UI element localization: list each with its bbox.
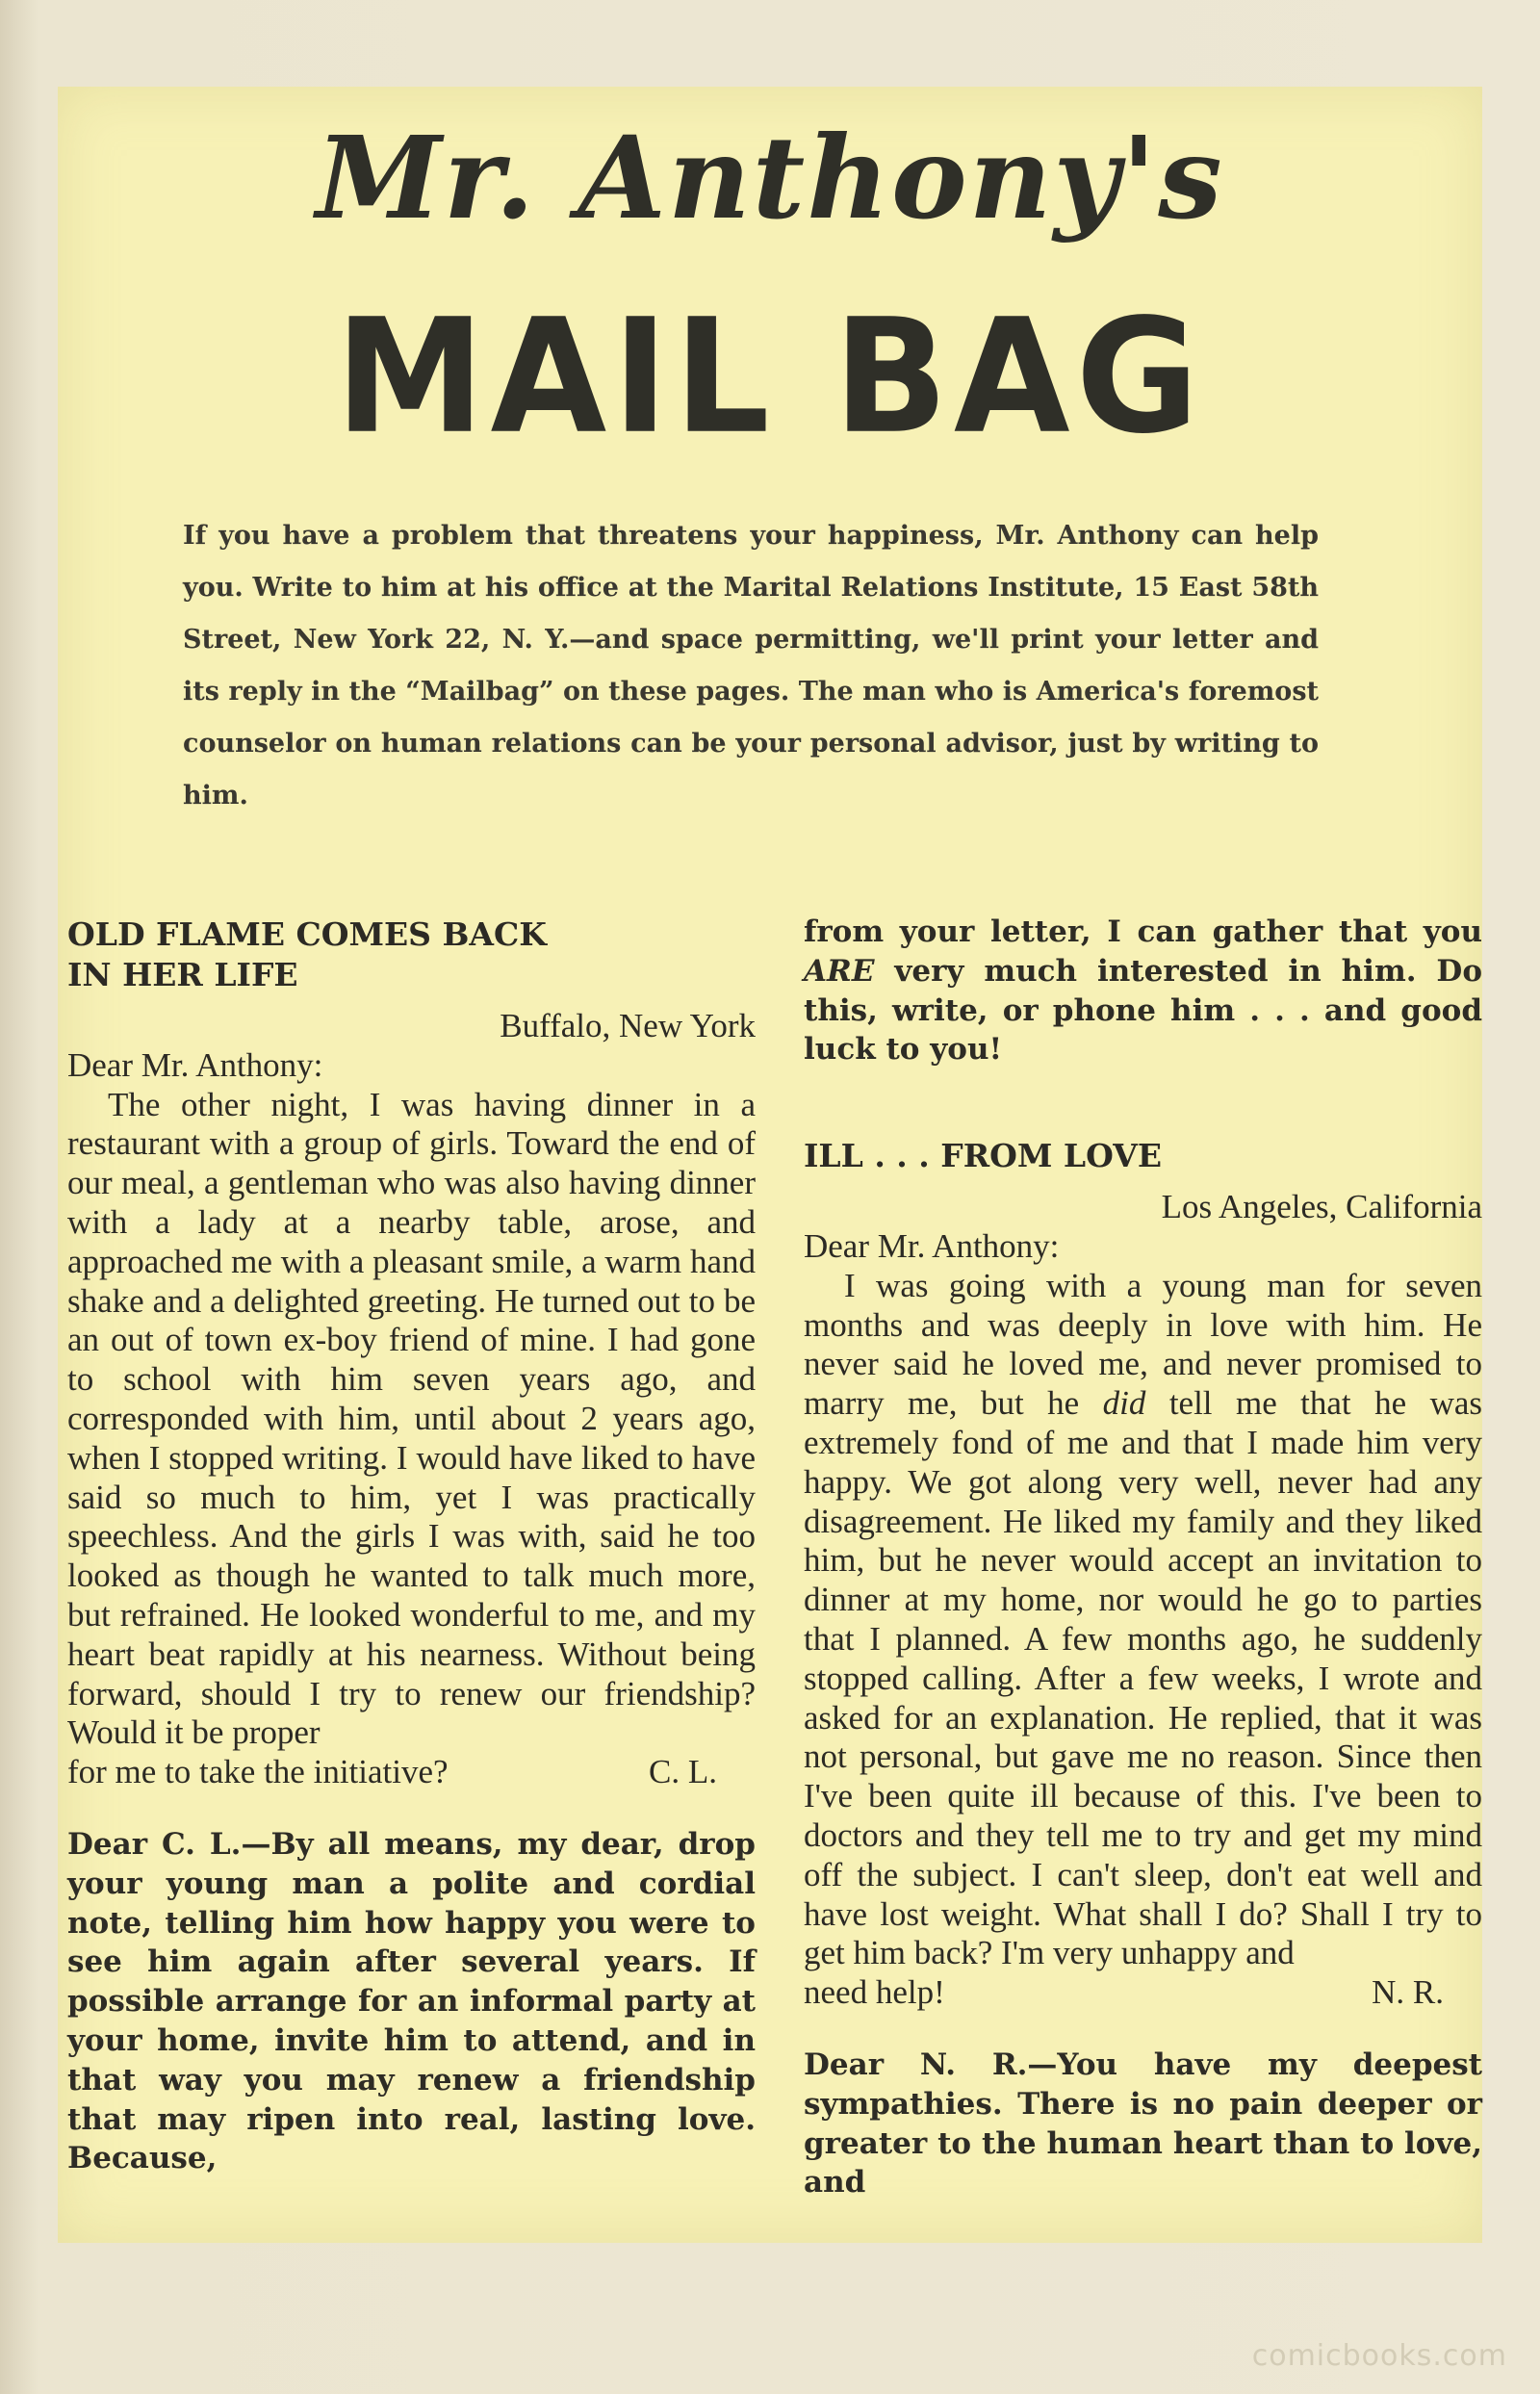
letter2-body-emph: did — [1102, 1384, 1146, 1423]
right-column — [804, 913, 1482, 2232]
letter1-signoff — [67, 1753, 756, 1792]
letter1-heading-line2: IN HER LIFE — [67, 956, 298, 993]
letter2-body-post: tell me that he was extremely fond of me and that I made him very happy. We got along very well, never had any disagreement. He liked my family and they liked him, but he never would accept an invitation to dinner at my home, nor would he go to parties that I planned. A few months ago, he suddenly stopped calling. After a few weeks, I wrote and asked for an explanation. He replied, that it was not personal, but gave me no reason. Since then I've been quite ill because of this. I've been to doctors and they tell me to try and get my mind off the subject. I can't sleep, don't eat well and have lost weight. What shall I do? Shall I try to get him back? I'm very unhappy and — [804, 1384, 1483, 1972]
letter2-reply: Dear N. R.—You have my deepest sympathies. There is no pain deeper or greater to the human heart than to love, and — [804, 2046, 1482, 2201]
letter2-last-line: need help! — [804, 1973, 945, 2012]
letter1-heading-line1: OLD FLAME COMES BACK — [67, 915, 547, 953]
letter1-heading — [67, 914, 756, 995]
letter2-signoff — [804, 1973, 1482, 2013]
letter1-cont-emph: ARE — [804, 953, 875, 989]
letter1-body: The other night, I was having dinner in a restaurant with a group of girls. Toward the end of our meal, a gentleman who was also having dinner with a lady at a nearby table, arose, and approached me with a pleasant smile, a warm hand shake and a delighted greeting. He turned out to be an out of town ex-boy friend of mine. I had gone to school with him seven years ago, and corresponded with him, until about 2 years ago, when I stopped writing. I would have liked to have said so much to him, yet I was practically speechless. And the girls I was with, said he too looked as though he wanted to talk much more, but refrained. He looked wonderful to me, and my heart beat rapidly at his nearness. Without being forward, should I try to renew our friendship? Would it be proper — [67, 1085, 756, 1752]
letter2-heading: ILL . . . FROM LOVE — [804, 1137, 1163, 1175]
watermark: comicbooks.com — [1251, 2339, 1507, 2373]
letter2-signature: N. R. — [1372, 1973, 1444, 2012]
letter1-last-line: for me to take the initiative? — [67, 1753, 449, 1791]
letter2-body-pre: I was going with a young man for seven months and was deeply in love with him. He never said he loved me, and never promised to marry me, but he — [804, 1266, 1482, 1423]
letter2-body — [804, 1267, 1482, 1973]
letter1-reply: Dear C. L.—By all means, my dear, drop your young man a polite and cordial note, telling him how happy you were to see him again after several years. If possible arrange for an informal party at your home, invite him to attend, and in that way you may renew a friendship that may ripen into real, lasting love. Because, — [67, 1826, 756, 2176]
left-column — [67, 914, 756, 2208]
letter1-salutation: Dear Mr. Anthony: — [67, 1045, 323, 1084]
letter1-cont-pre: from your letter, I can gather that you — [804, 914, 1482, 949]
intro-paragraph: If you have a problem that threatens your happiness, Mr. Anthony can help you. Write to him at his office at the Marital Relations Institute, 15 East 58th Street, New York 22, N. Y.—and space permitting, we'll print your letter and its reply in the “Mailbag” on these pages. The man who is America's foremost counselor on human relations can be your personal advisor, just by writing to him. — [183, 521, 1319, 811]
spacer — [804, 1099, 1482, 1136]
letter2-location: Los Angeles, California — [1161, 1188, 1482, 1226]
main-title: MAIL BAG — [335, 284, 1205, 469]
letter1-reply-continued — [804, 913, 1482, 1069]
letter1-signature: C. L. — [649, 1753, 717, 1791]
letter1-cont-post: very much interested in him. Do this, write, or phone him . . . and good luck to you! — [804, 953, 1482, 1068]
letter2-salutation: Dear Mr. Anthony: — [804, 1226, 1060, 1265]
script-title: Mr. Anthony's — [316, 111, 1224, 245]
letter1-location: Buffalo, New York — [500, 1007, 756, 1044]
